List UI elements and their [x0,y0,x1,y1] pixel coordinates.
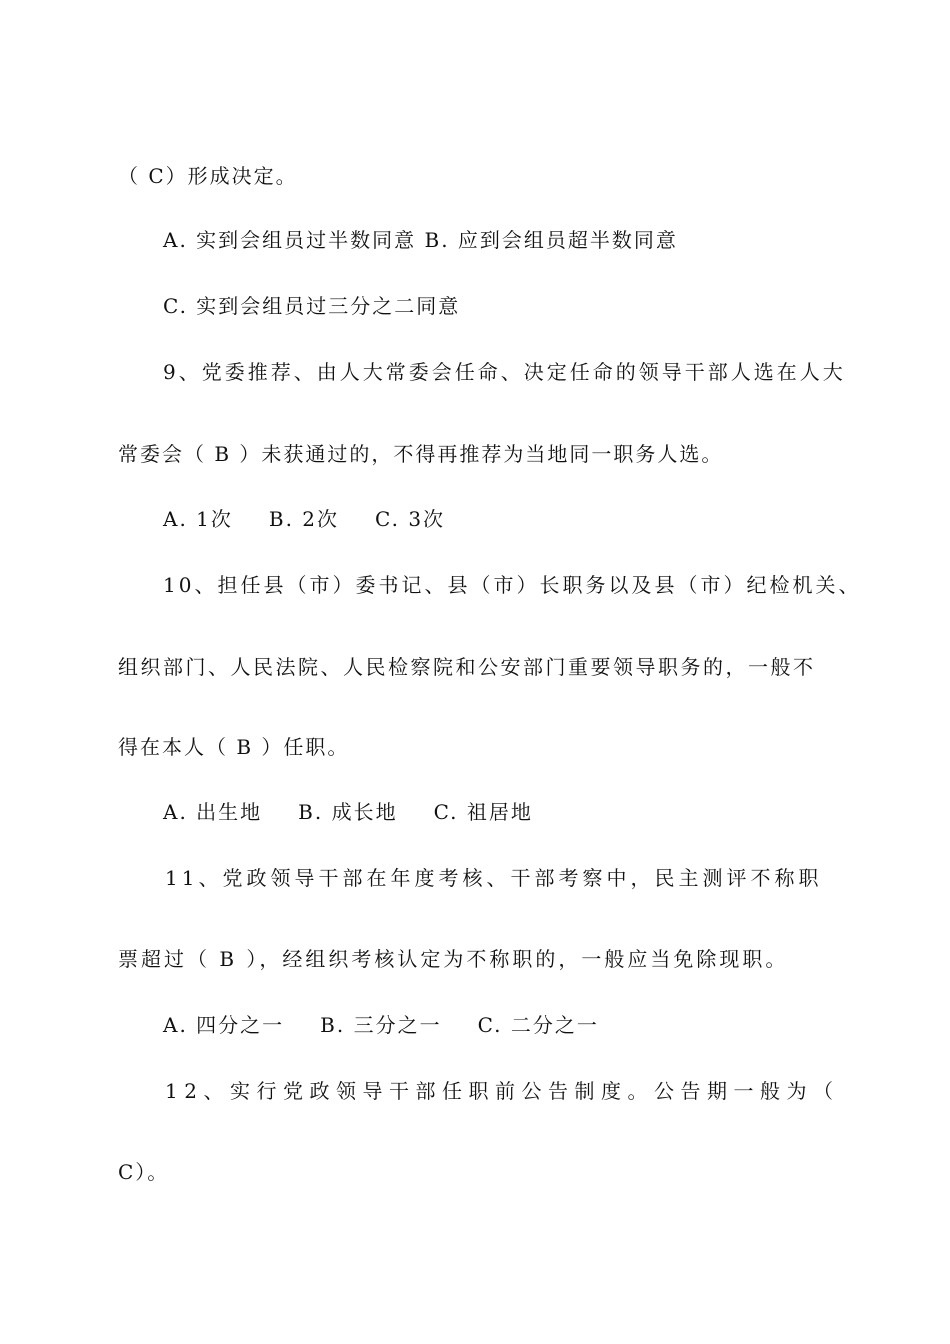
question-9-text-line-2: 常委会（ B ）未获通过的，不得再推荐为当地同一职务人选。 [118,442,724,466]
question-12-text-line-1: 12、实行党政领导干部任职前公告制度。公告期一般为（ [165,1079,840,1103]
question-10-options [163,798,533,826]
question-11-text-line-2: 票超过（ B ），经组织考核认定为不称职的，一般应当免除现职。 [118,947,789,971]
question-11-option-c: C. 二分之一 [477,1013,599,1037]
question-10-text-line-2: 组织部门、人民法院、人民检察院和公安部门重要领导职务的，一般不 [118,655,816,679]
question-10-text-line-1: 10、担任县（市）委书记、县（市）长职务以及县（市）纪检机关、 [163,573,862,597]
question-11-option-a: A. 四分之一 [163,1013,285,1037]
question-11-options [163,1011,599,1039]
question-9-text-line-1: 9、党委推荐、由人大常委会任命、决定任命的领导干部人选在人大 [163,360,846,384]
question-11-text-line-1: 11、党政领导干部在年度考核、干部考察中，民主测评不称职 [165,866,823,890]
question-9-option-c: C. 3次 [375,507,446,531]
question-12-text-line-2: C）。 [118,1160,170,1184]
question-8-option-c: C. 实到会组员过三分之二同意 [163,294,461,318]
question-10-option-b: B. 成长地 [298,800,398,824]
question-9-options [163,505,445,533]
question-9-option-a: A. 1次 [163,507,233,531]
question-11-option-b: B. 三分之一 [320,1013,442,1037]
question-8-options-ab: A. 实到会组员过半数同意 B. 应到会组员超半数同意 [163,228,678,252]
question-8-continuation: （ C）形成决定。 [118,164,298,188]
question-9-option-b: B. 2次 [268,507,340,531]
question-10-text-line-3: 得在本人（ B ）任职。 [118,735,350,759]
question-10-option-a: A. 出生地 [163,800,263,824]
question-10-option-c: C. 祖居地 [433,800,533,824]
